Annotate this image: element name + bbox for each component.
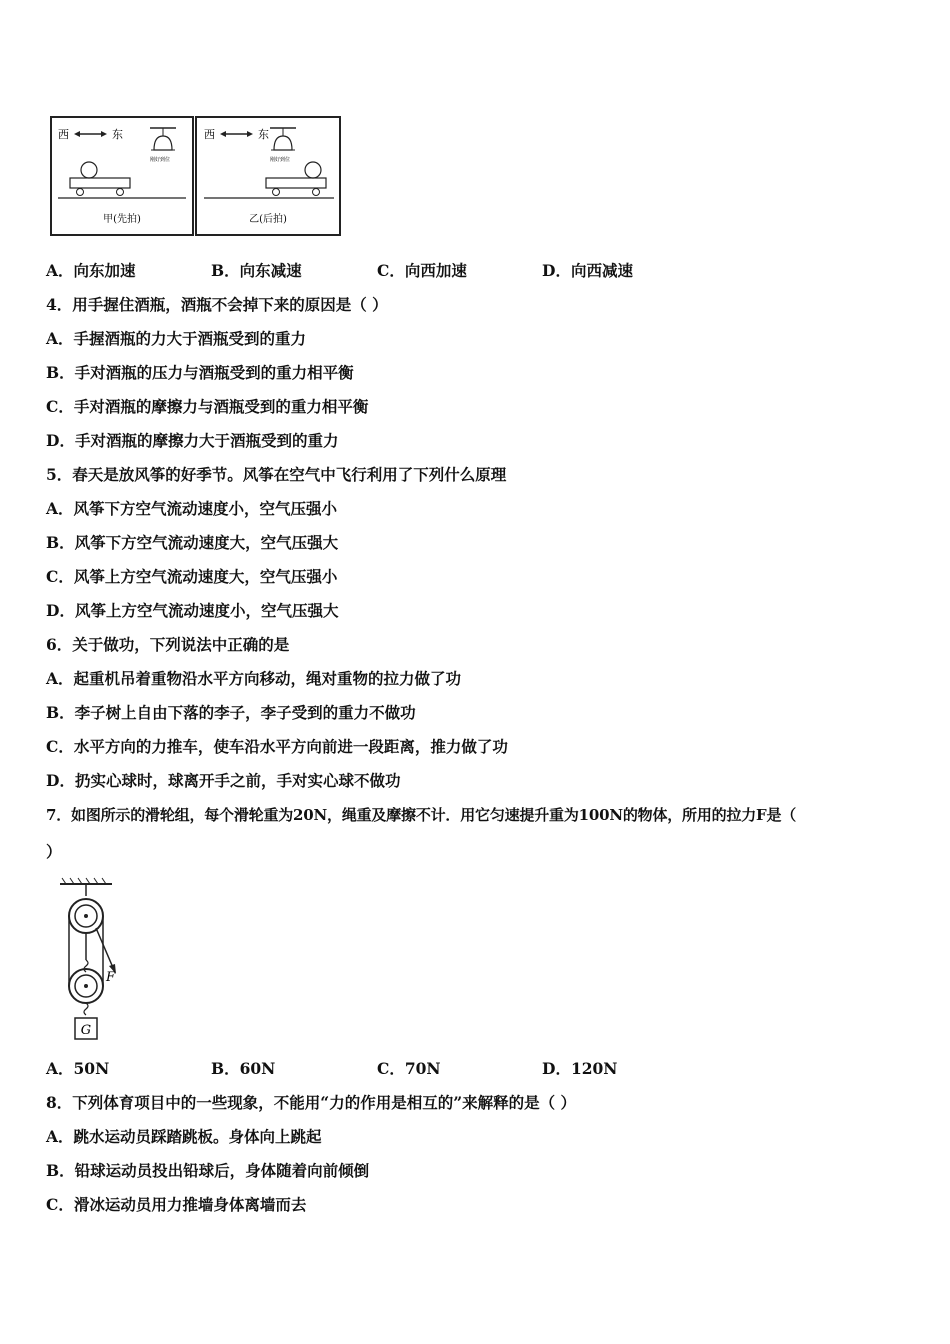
panel-b — [196, 117, 340, 235]
panel-a — [51, 117, 193, 235]
q7-option-c: C．70N — [377, 1059, 441, 1078]
panel-b-lamp-label: 刚好到位 — [270, 157, 291, 163]
q5-option-c: C．风筝上方空气流动速度大，空气压强小 — [46, 567, 338, 586]
q8-option-c: C．滑冰运动员用力推墙身体离墙而去 — [46, 1195, 307, 1214]
pulley-figure — [56, 876, 126, 1046]
q8-option-a: A．跳水运动员踩踏跳板。身体向上跳起 — [46, 1127, 322, 1146]
pull-force-arrow-icon — [96, 928, 116, 974]
q7-stem-line2: ） — [46, 842, 62, 861]
q4-option-c: C．手对酒瓶的摩擦力与酒瓶受到的重力相平衡 — [46, 397, 369, 416]
panel-a-east: 东 — [112, 128, 123, 141]
panel-b-east: 东 — [258, 128, 269, 141]
cart-figure — [50, 116, 342, 238]
q3-option-d: D．向西减速 — [542, 261, 633, 280]
q6-option-c: C．水平方向的力推车，使车沿水平方向前进一段距离，推力做了功 — [46, 737, 508, 756]
q6-option-d: D．扔实心球时，球离开手之前，手对实心球不做功 — [46, 771, 401, 790]
panel-a-lamp-label: 刚好到位 — [150, 157, 171, 163]
force-label: F — [106, 970, 116, 985]
q6-option-b: B．李子树上自由下落的李子，李子受到的重力不做功 — [46, 703, 416, 722]
ceiling-icon — [60, 878, 112, 884]
q5-option-d: D．风筝上方空气流动速度小，空气压强大 — [46, 601, 339, 620]
fixed-pulley-icon — [69, 899, 103, 933]
q7-option-a: A．50N — [46, 1059, 110, 1078]
q6-option-a: A．起重机吊着重物沿水平方向移动，绳对重物的拉力做了功 — [46, 669, 462, 688]
panel-a-west: 西 — [58, 128, 69, 141]
cart-figure-svg — [50, 116, 342, 238]
pulley-figure-svg — [56, 876, 126, 1046]
panel-b-caption: 乙(后拍) — [249, 214, 287, 225]
q4-option-d: D．手对酒瓶的摩擦力大于酒瓶受到的重力 — [46, 431, 339, 450]
panel-b-west: 西 — [204, 128, 215, 141]
q4-option-b: B．手对酒瓶的压力与酒瓶受到的重力相平衡 — [46, 363, 354, 382]
q5-stem: 5．春天是放风筝的好季节。风筝在空气中飞行利用了下列什么原理 — [46, 465, 507, 484]
q4-option-a: A．手握酒瓶的力大于酒瓶受到的重力 — [46, 329, 307, 348]
q3-option-b: B．向东减速 — [211, 261, 302, 280]
q6-stem: 6．关于做功，下列说法中正确的是 — [46, 635, 290, 654]
q3-option-a: A．向东加速 — [46, 261, 136, 280]
q7-option-d: D．120N — [542, 1059, 618, 1078]
q8-option-b: B．铅球运动员投出铅球后，身体随着向前倾倒 — [46, 1161, 370, 1180]
movable-pulley-icon — [69, 969, 103, 1003]
q7-option-b: B．60N — [211, 1059, 276, 1078]
q4-stem: 4．用手握住酒瓶，酒瓶不会掉下来的原因是（ ） — [46, 295, 388, 314]
q5-option-b: B．风筝下方空气流动速度大，空气压强大 — [46, 533, 339, 552]
panel-a-caption: 甲(先拍) — [103, 214, 141, 225]
weight-label: G — [80, 1023, 92, 1038]
q8-stem: 8．下列体育项目中的一些现象，不能用“力的作用是相互的”来解释的是（ ） — [46, 1093, 577, 1112]
q3-option-c: C．向西加速 — [377, 261, 467, 280]
q7-stem-line1: 7．如图所示的滑轮组，每个滑轮重为20N，绳重及摩擦不计．用它匀速提升重为100N的物体，所用的拉力F是（ — [46, 806, 797, 824]
q5-option-a: A．风筝下方空气流动速度小，空气压强小 — [46, 499, 338, 518]
